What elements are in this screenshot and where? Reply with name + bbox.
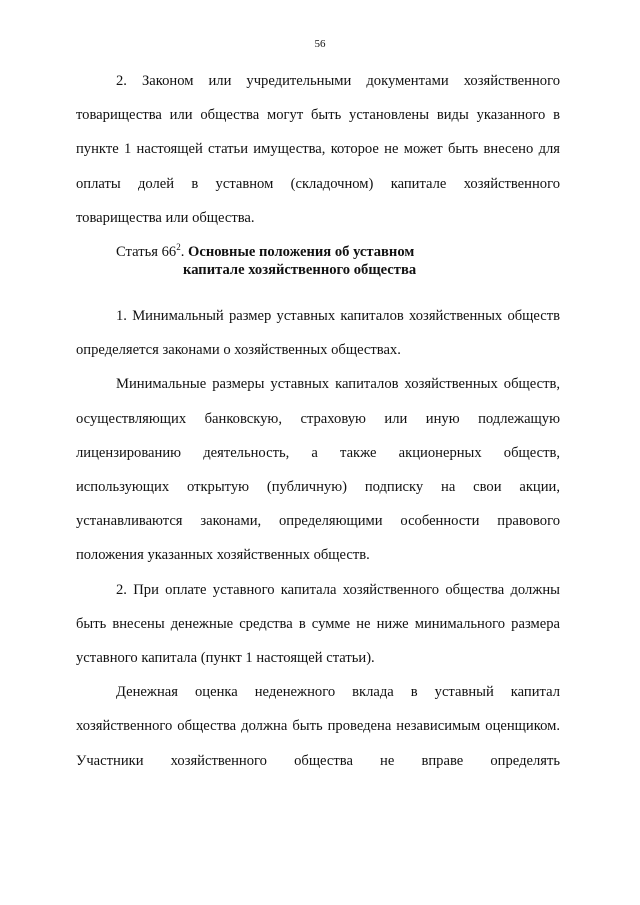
paragraph-1: 2. Законом или учредительными документами хозяйственного товарищества или общества могут быть установлены виды указанного в пункте 1 настоящей статьи имущества, которое не может быть внесено для оплаты долей в уставном (складочном) капитале хозяйственного товарищества или общества. xyxy=(76,73,560,226)
paragraph-4: 2. При оплате уставного капитала хозяйственного общества должны быть внесены денежные средства в сумме не ниже минимального размера уставного капитала (пункт 1 настоящей статьи). xyxy=(76,581,560,667)
paragraph-3: Минимальные размеры уставных капиталов хозяйственных обществ, осуществляющих банковскую, страховую или иную подлежащую лицензированию деятельность, а также акционерных обществ, использующих открытую (публичную) подписку на свои акции, устанавливаются законами, определяющими особенности правового положения указанных хозяйственных обществ. xyxy=(76,376,560,564)
article-heading-line-2 xyxy=(116,261,560,279)
page-number: 56 xyxy=(314,38,326,50)
article-heading xyxy=(76,243,560,279)
article-superscript: 2 xyxy=(176,242,181,253)
article-heading-line-1 xyxy=(116,243,560,261)
paragraph-5: Денежная оценка неденежного вклада в уставный капитал хозяйственного общества должна быть проведена независимым оценщиком. Участники хозяйственного общества не вправе определять xyxy=(76,684,560,769)
article-title-line-1: Основные положения об уставном xyxy=(188,244,415,261)
article-title-line-2: капитале хозяйственного общества xyxy=(183,262,417,279)
paragraph-2: 1. Минимальный размер уставных капиталов хозяйственных обществ определяется законами о хозяйственных обществах. xyxy=(76,308,560,359)
article-separator: . xyxy=(180,244,185,261)
article-label: Статья 66 xyxy=(116,244,177,261)
document-body xyxy=(76,64,560,778)
